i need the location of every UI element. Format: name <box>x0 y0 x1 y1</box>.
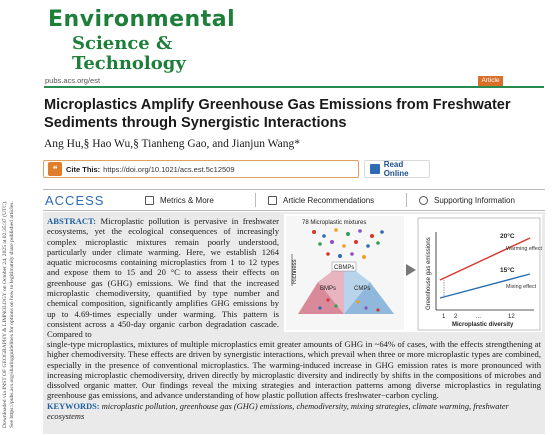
article-title: Microplastics Amplify Greenhouse Gas Emissions from Freshwater Sediments through Synergistic Interactions <box>44 97 511 131</box>
abstract-column <box>47 216 279 340</box>
supporting-info-icon <box>419 196 428 205</box>
metrics-icon <box>145 196 154 205</box>
download-notice <box>0 140 22 430</box>
toc-cmps-label: CMPs <box>354 286 371 292</box>
journal-logo-line2: Science & Technology <box>72 33 186 74</box>
article-type-badge: Article <box>478 76 503 86</box>
recommendations-label: Article Recommendations <box>283 195 375 205</box>
keywords <box>47 402 541 423</box>
author-list[interactable]: Ang Hu,§ Hao Wu,§ Tianheng Gao, and Jianjun Wang* <box>44 138 300 150</box>
toc-cbmps-label: CBMPs <box>334 265 355 271</box>
abstract-heading: ABSTRACT: <box>47 216 101 226</box>
toc-graphic-svg <box>284 214 542 332</box>
read-online-icon <box>370 164 380 174</box>
supporting-info-label: Supporting Information <box>434 195 515 205</box>
toc-mixtures-label: 78 Microplastic mixtures <box>302 220 367 226</box>
read-online-label: Read Online <box>383 160 409 178</box>
toc-xtick-label: 2 <box>454 314 458 320</box>
access-label: ACCESS <box>45 192 105 208</box>
access-bar <box>43 189 545 211</box>
toc-flow-arrow <box>406 264 416 276</box>
toc-chart-ylabel: Greenhouse gas emissions <box>426 237 432 310</box>
metrics-label: Metrics & More <box>160 195 214 205</box>
toc-20c-label: 20°C <box>500 233 515 240</box>
keywords-heading: KEYWORDS: <box>47 402 102 411</box>
download-notice-line2: See https://pubs.acs.org/sharingguidelines for options on how to legitimately share published articles. <box>9 201 15 428</box>
toc-bmps-label: BMPs <box>320 286 337 292</box>
cite-this-label: Cite This: <box>66 164 101 174</box>
download-notice-line1: Downloaded via INST OF GEOGRAPHY & LIMNOLOGY on October 24, 2025 at 02:35:37 (UTC). <box>2 200 8 428</box>
read-online-button[interactable] <box>364 160 430 178</box>
toc-xtick-label: ... <box>476 314 482 320</box>
journal-url[interactable]: pubs.acs.org/est <box>45 76 101 85</box>
journal-logo[interactable] <box>44 6 244 74</box>
journal-logo-line1: Environmental <box>48 7 236 32</box>
recommendations-button[interactable] <box>256 196 406 205</box>
toc-xtick-label: 1 <box>442 314 446 320</box>
keywords-list: microplastic pollution, greenhouse gas (GHG) emissions, chemodiversity, mixing strategies, climate warming, freshwater ecosystems <box>47 402 509 422</box>
abstract-body: single-type microplastics, mixtures of multiple microplastics emit greater amounts of GHG in ~64% of cases, with the effects strengthening at higher chemodiversity. These effects are driven by synergistic interactions, which prevail when three or more microplastic types are combined, especially in the presence of conventional microplastics. The warming-induced increase in GHG emission rates is more pronounced with increasing microplastic chemodiversity, driven directly by microplastic diversity and indirectly by shifts in the compositions of microbes and dissolved organic matter. Our findings reveal the mixing strategies and interaction patterns among diverse microplastics in regulating greenhouse gas emissions, and advance understanding of how plastic pollution affects freshwater−carbon cycling. <box>47 339 541 401</box>
doi-link[interactable]: https://doi.org/10.1021/acs.est.5c12509 <box>103 164 235 174</box>
toc-mixing-effect-label: Mixing effect <box>506 284 537 290</box>
toc-xtick-label: 12 <box>508 314 515 320</box>
abstract-column-text: Microplastic pollution is pervasive in freshwater ecosystems, yet the ecological consequences of increasingly complex microplastic mixtures remain poorly understood, particularly under climate warming. Here, we establish 1264 aquatic microcosms containing microplastics from 1 to 12 types and expose them to 15 and 20 °C to assess their effects on greenhouse gas (GHG) emissions. We find that the increased microplastic chemodiversity, quantified by type number and chemical composition, significantly amplifies GHG emissions by up to 4.69-times especially under warming. This pattern is consistent across a 450-day organic carbon degradation cascade. Compared to <box>47 216 280 340</box>
toc-chart-xlabel: Microplastic diversity <box>452 322 514 328</box>
toc-15c-label: 15°C <box>500 267 515 274</box>
toc-warming-effect-label: Warming effect <box>506 246 542 252</box>
toc-richness-label: Richness <box>292 259 298 284</box>
recommendations-icon <box>268 196 277 205</box>
header-divider <box>44 86 544 88</box>
cite-this-box[interactable] <box>43 160 359 178</box>
metrics-button[interactable] <box>145 196 255 205</box>
toc-graphic[interactable] <box>284 214 542 332</box>
quote-icon: ❝ <box>48 162 62 176</box>
supporting-info-button[interactable] <box>407 196 515 205</box>
